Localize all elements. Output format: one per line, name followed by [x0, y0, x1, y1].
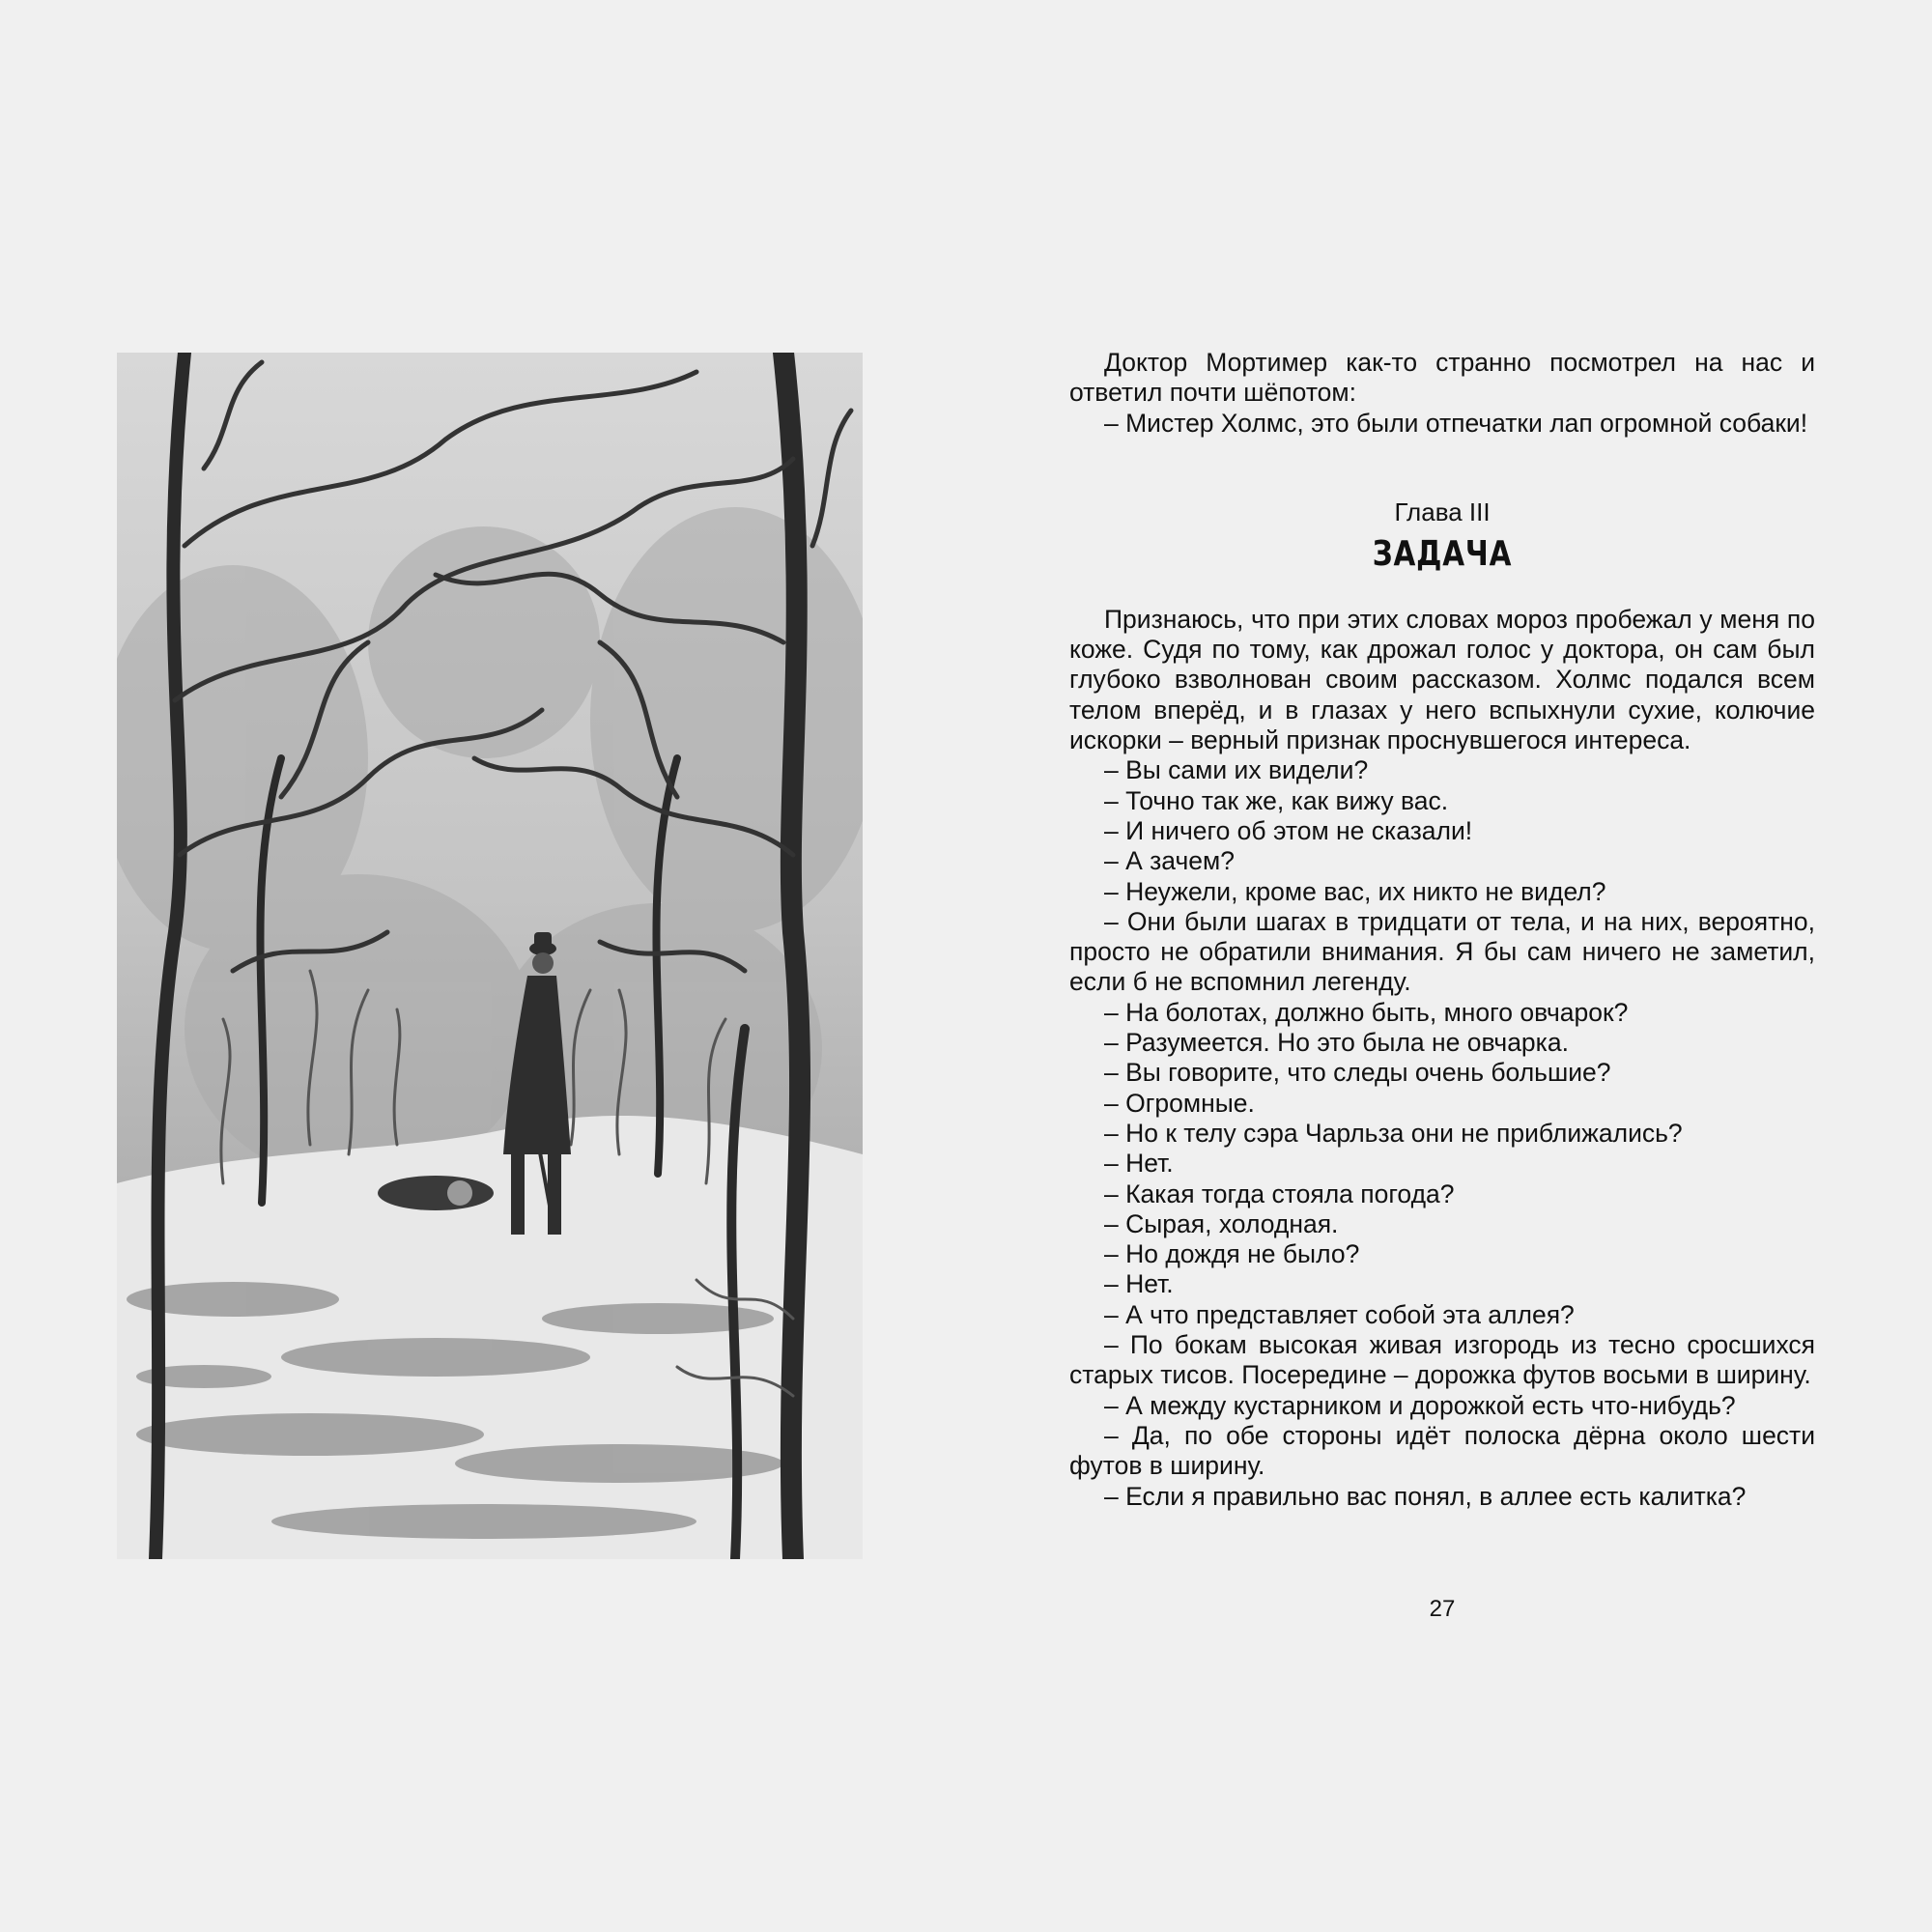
dialogue-line: – Огромные.	[1104, 1088, 1255, 1118]
dialogue-line: – Какая тогда стояла погода?	[1104, 1179, 1455, 1208]
intro-paragraph-1: Доктор Мортимер как-то странно посмотрел на нас и ответил почти шёпотом:	[1069, 348, 1815, 408]
forest-path-icon	[117, 353, 863, 1559]
dialogue-line: – Они были шагах в тридцати от тела, и на них, вероятно, просто не обратили внимания. Я бы сам ничего не заметил, если б не вспомнил легенду.	[1069, 906, 1815, 997]
dialogue-line: – Но к телу сэра Чарльза они не приближались?	[1104, 1118, 1683, 1148]
dialogue-line: – Да, по обе стороны идёт полоска дёрна около шести футов в ширину.	[1069, 1420, 1815, 1481]
dialogue-line: – Разумеется. Но это была не овчарка.	[1104, 1028, 1569, 1058]
chapter-title: ЗАДАЧА	[1372, 533, 1513, 574]
dialogue-line: – Вы говорите, что следы очень большие?	[1104, 1058, 1611, 1088]
intro-paragraph-2: – Мистер Холмс, это были отпечатки лап огромной собаки!	[1104, 408, 1808, 438]
dialogue-line: – Нет.	[1104, 1149, 1174, 1179]
dialogue-line: – Сырая, холодная.	[1104, 1208, 1339, 1238]
dialogue-line: – А зачем?	[1104, 846, 1235, 876]
dialogue-line: – Вы сами их видели?	[1104, 755, 1369, 785]
dialogue-line: – Если я правильно вас понял, в аллее есть калитка?	[1104, 1481, 1747, 1511]
page-number: 27	[1429, 1596, 1456, 1622]
dialogue-line: – А что представляет собой эта аллея?	[1104, 1299, 1575, 1329]
dialogue-line: – И ничего об этом не сказали!	[1104, 815, 1473, 845]
dialogue-line: – Нет.	[1104, 1269, 1174, 1299]
dialogue-line: – На болотах, должно быть, много овчарок?	[1104, 997, 1629, 1027]
dialogue-line: – Точно так же, как вижу вас.	[1104, 785, 1449, 815]
book-illustration	[117, 353, 863, 1559]
dialogue-line: – По бокам высокая живая изгородь из тесно сросшихся старых тисов. Посередине – дорожка футов восьми в ширину.	[1069, 1330, 1815, 1390]
dialogue-line: – А между кустарником и дорожкой есть что-нибудь?	[1104, 1390, 1736, 1420]
dialogue-line: – Неужели, кроме вас, их никто не видел?	[1104, 876, 1606, 906]
dialogue-line: – Но дождя не было?	[1104, 1239, 1360, 1269]
chapter-label: Глава III	[1394, 497, 1491, 526]
text-page	[1069, 348, 1815, 1512]
body-paragraph: Признаюсь, что при этих словах мороз пробежал у меня по коже. Судя по тому, как дрожал голос у доктора, он сам был глубоко взволнован своим рассказом. Холмс подался всем телом вперёд, и в глазах у него вспыхнули сухие, колючие искорки – верный признак проснувшегося интереса.	[1069, 604, 1815, 755]
